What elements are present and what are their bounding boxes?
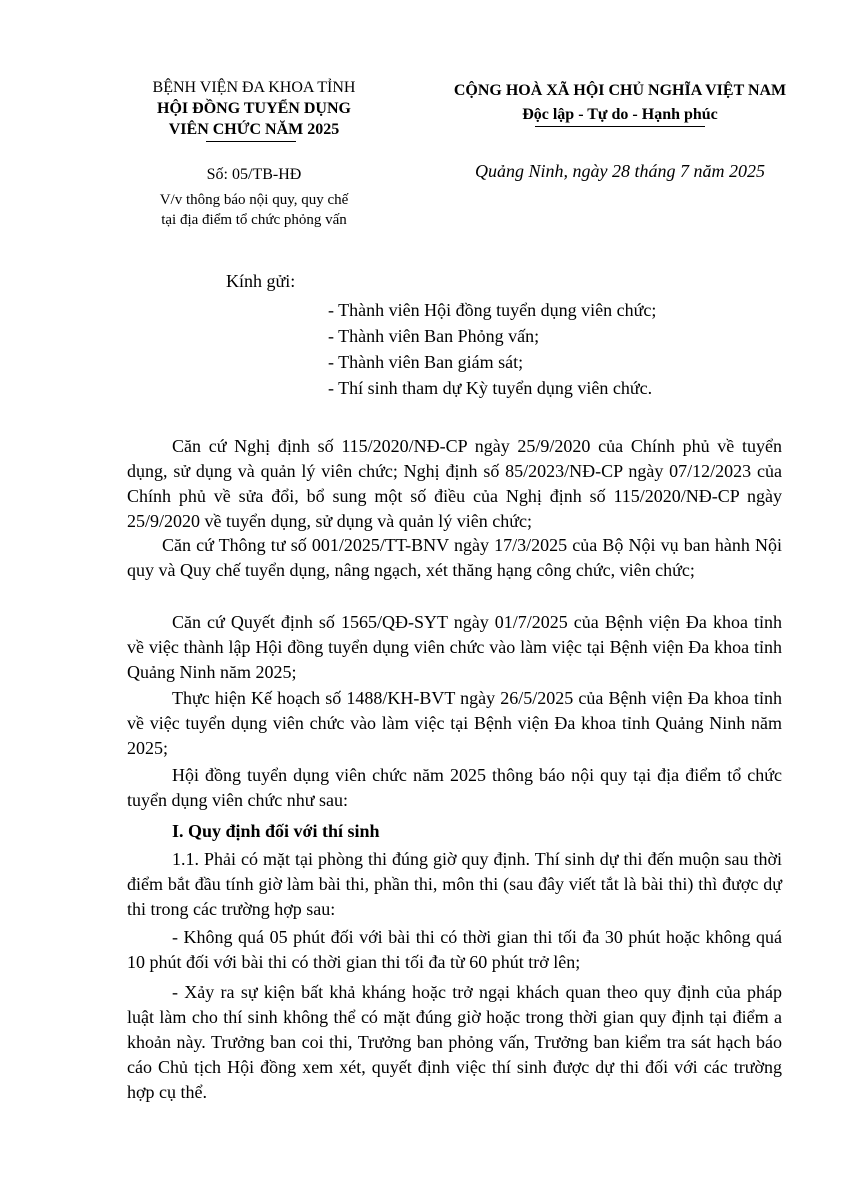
document-subject bbox=[114, 190, 394, 230]
place-date: Quảng Ninh, ngày 28 tháng 7 năm 2025 bbox=[475, 161, 765, 181]
greeting: Kính gửi: bbox=[226, 271, 296, 291]
legal-basis-paragraph-4: Thực hiện Kế hoạch số 1488/KH-BVT ngày 26/5/2025 của Bệnh viện Đa khoa tỉnh về việc tuyển dụng viên chức vào làm việc tại Bệnh viện Đa khoa tỉnh Quảng Ninh năm 2025; bbox=[127, 688, 782, 758]
legal-basis-paragraph-2: Căn cứ Thông tư số 001/2025/TT-BNV ngày 17/3/2025 của Bộ Nội vụ ban hành Nội quy và Quy chế tuyển dụng, nâng ngạch, xét thăng hạng công chức, viên chức; bbox=[127, 535, 782, 580]
announcement-intro: Hội đồng tuyển dụng viên chức năm 2025 thông báo nội quy tại địa điểm tổ chức tuyển dụng viên chức như sau: bbox=[127, 765, 782, 810]
agency-line-2: HỘI ĐỒNG TUYỂN DỤNG bbox=[157, 100, 351, 117]
agency-underline bbox=[206, 141, 296, 142]
legal-basis-paragraph-3: Căn cứ Quyết định số 1565/QĐ-SYT ngày 01/7/2025 của Bệnh viện Đa khoa tỉnh về việc thành lập Hội đồng tuyển dụng viên chức vào làm việc tại Bệnh viện Đa khoa tỉnh Quảng Ninh năm 2025; bbox=[127, 612, 782, 682]
national-motto: Độc lập - Tự do - Hạnh phúc bbox=[522, 106, 718, 123]
recipient-item: - Thành viên Ban giám sát; bbox=[328, 352, 524, 372]
agency-line-3: VIÊN CHỨC NĂM 2025 bbox=[168, 121, 340, 138]
recipient-list bbox=[328, 297, 656, 401]
subject-line-1: V/v thông báo nội quy, quy chế bbox=[159, 192, 349, 208]
document-number: Số: 05/TB-HĐ bbox=[206, 166, 302, 183]
recipient-item: - Thành viên Hội đồng tuyển dụng viên chức; bbox=[328, 300, 657, 320]
legal-basis-paragraph-1: Căn cứ Nghị định số 115/2020/NĐ-CP ngày 25/9/2020 của Chính phủ về tuyển dụng, sử dụng và quản lý viên chức; Nghị định số 85/2023/NĐ-CP ngày 07/12/2023 của Chính phủ về sửa đổi, bổ sung một số điều của Nghị định số 115/2020/NĐ-CP ngày 25/9/2020 về tuyển dụng, sử dụng và quản lý viên chức; bbox=[127, 436, 782, 531]
agency-line-1: BỆNH VIỆN ĐA KHOA TỈNH bbox=[152, 79, 356, 96]
issuing-agency bbox=[114, 77, 394, 140]
subject-line-2: tại địa điểm tổ chức phỏng vấn bbox=[161, 212, 347, 228]
section-heading: I. Quy định đối với thí sinh bbox=[172, 821, 380, 841]
rule-1-1-case-b: - Xảy ra sự kiện bất khả kháng hoặc trở ngại khách quan theo quy định của pháp luật làm cho thí sinh không thể có mặt đúng giờ hoặc trong thời gian quy định tại điểm a khoản này. Trưởng ban coi thi, Trưởng ban phỏng vấn, Trưởng ban kiểm tra sát hạch báo cáo Chủ tịch Hội đồng xem xét, quyết định việc thí sinh được dự thi đối với các trường hợp cụ thể. bbox=[127, 982, 782, 1102]
rule-1-1: 1.1. Phải có mặt tại phòng thi đúng giờ quy định. Thí sinh dự thi đến muộn sau thời điểm bắt đầu tính giờ làm bài thi, phần thi, môn thi (sau đây viết tắt là bài thi) thì được dự thi trong các trường hợp sau: bbox=[127, 849, 782, 919]
national-header bbox=[420, 79, 820, 127]
nation-title: CỘNG HOÀ XÃ HỘI CHỦ NGHĨA VIỆT NAM bbox=[453, 82, 787, 99]
rule-1-1-case-a: - Không quá 05 phút đối với bài thi có thời gian thi tối đa 30 phút hoặc không quá 10 phút đối với bài thi có thời gian thi tối đa từ 60 phút trở lên; bbox=[127, 927, 782, 972]
recipient-item: - Thành viên Ban Phỏng vấn; bbox=[328, 326, 540, 346]
motto-underline bbox=[535, 126, 705, 127]
recipient-item: - Thí sinh tham dự Kỳ tuyển dụng viên chức. bbox=[328, 378, 653, 398]
